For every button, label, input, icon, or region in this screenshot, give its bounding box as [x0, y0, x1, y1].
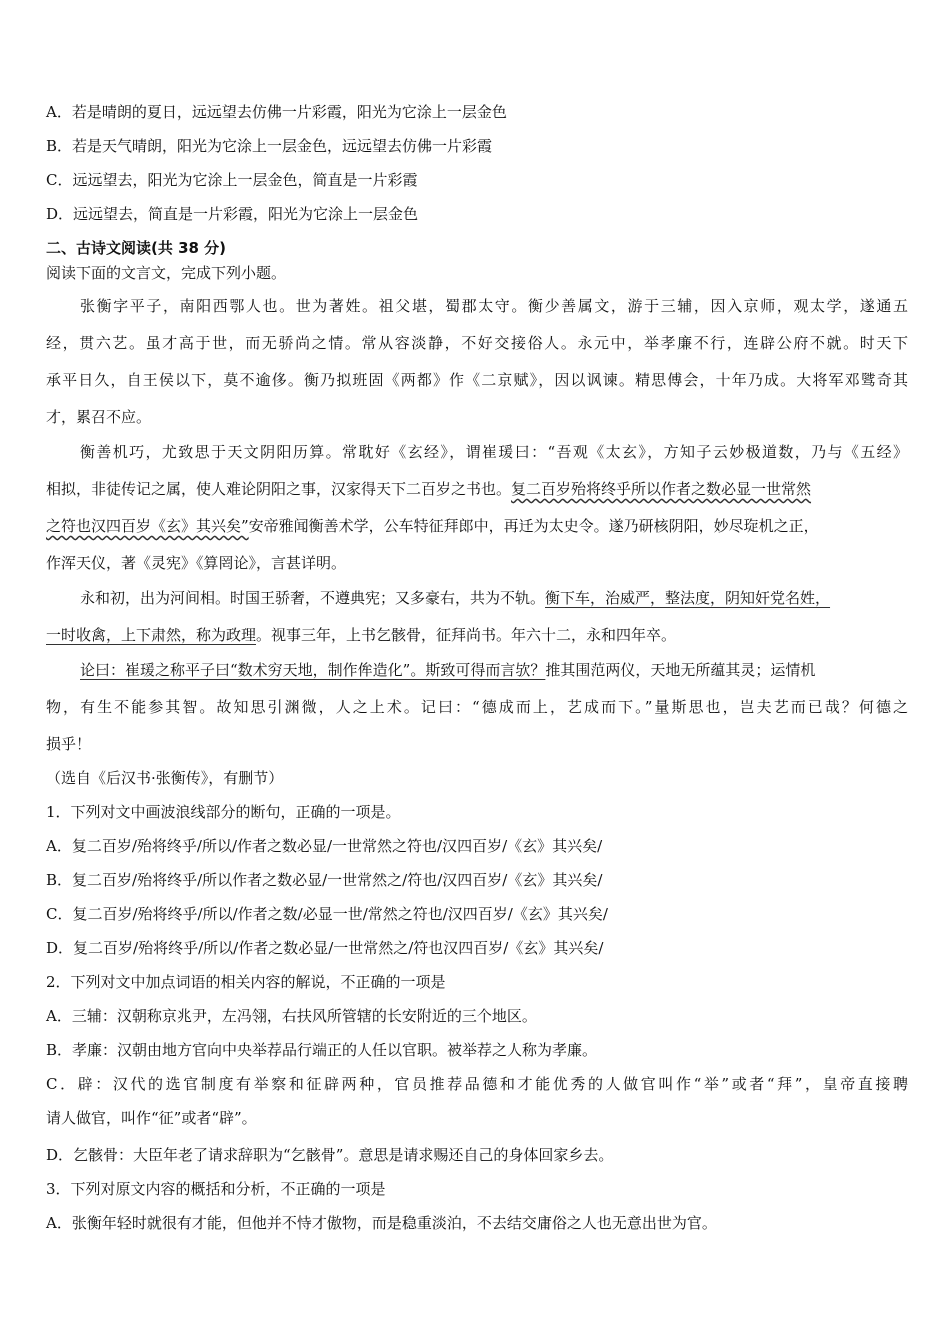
passage-p3-line1-text: 永和初，出为河间相。时国王骄奢，不遵典宪；又多豪右，共为不轨。	[80, 589, 546, 607]
passage-p4-line1-text: 推其围范两仪，天地无所蕴其灵；运情机	[545, 661, 816, 679]
q1-stem: 1．下列对文中画波浪线部分的断句，正确的一项是。	[46, 803, 401, 821]
passage-p2-line4: 作浑天仪，著《灵宪》《算罔论》，言甚详明。	[46, 554, 347, 572]
q2-option-c-line2: 请人做官，叫作“征”或者“辟”。	[46, 1109, 257, 1127]
passage-p2-line3	[46, 516, 908, 536]
passage-p1-line1: 张衡字平子，南阳西鄂人也。世为著姓。祖父堪，蜀郡太守。衡少善属文，游于三辅，因入京师，观太学，遂通五	[80, 297, 908, 315]
option-top-d: D．远远望去，简直是一片彩霞，阳光为它涂上一层金色	[46, 205, 419, 223]
q3-stem: 3．下列对原文内容的概括和分析，不正确的一项是	[46, 1180, 386, 1198]
underlined-segment-end: 一时收禽，上下肃然，称为政理	[46, 626, 257, 644]
underlined-segment: 衡下车，治威严，整法度，阴知奸党名姓，	[545, 589, 831, 607]
section-title: 二、古诗文阅读(共 38 分)	[46, 239, 227, 257]
passage-p2-line2-text: 相拟，非徒传记之属，使人难论阴阳之事，汉家得天下二百岁之书也。	[46, 480, 512, 498]
q1-option-d: D．复二百岁/殆将终乎/所以/作者之数必显/一世常然之/符也汉四百岁/《玄》其兴矣/	[46, 939, 604, 957]
passage-p2-line3-text: 安帝雅闻衡善术学，公车特征拜郎中，再迁为太史令。遂乃研核阴阳，妙尽琁机之正，	[248, 517, 819, 535]
option-top-a: A．若是晴朗的夏日，远远望去仿佛一片彩霞，阳光为它涂上一层金色	[46, 103, 507, 121]
option-top-b: B．若是天气晴朗，阳光为它涂上一层金色，远远望去仿佛一片彩霞	[46, 137, 493, 155]
passage-p3-line1	[80, 588, 908, 608]
underlined-commentary: 论曰：崔瑗之称平子曰“数术穷天地，制作侔造化”。斯致可得而言欤？	[80, 661, 546, 679]
q2-option-a: A．三辅：汉朝称京兆尹，左冯翎，右扶风所管辖的长安附近的三个地区。	[46, 1007, 537, 1025]
q1-option-a: A．复二百岁/殆将终乎/所以/作者之数必显/一世常然之符也/汉四百岁/《玄》其兴矣/	[46, 837, 603, 855]
q2-option-b: B．孝廉：汉朝由地方官向中央举荐品行端正的人任以官职。被举荐之人称为孝廉。	[46, 1041, 598, 1059]
option-top-c: C．远远望去，阳光为它涂上一层金色，简直是一片彩霞	[46, 171, 418, 189]
passage-p4-line3: 损乎！	[46, 735, 92, 753]
passage-source: （选自《后汉书·张衡传》，有删节）	[46, 769, 284, 787]
passage-p3-line2-text: 。视事三年，上书乞骸骨，征拜尚书。年六十二，永和四年卒。	[256, 626, 677, 644]
passage-p2-line1: 衡善机巧，尤致思于天文阴阳历算。常耽好《玄经》，谓崔瑗曰：“吾观《太玄》，方知子云妙极道数，乃与《五经》	[80, 443, 908, 461]
section-instruction: 阅读下面的文言文，完成下列小题。	[46, 264, 287, 282]
passage-p4-line1	[80, 660, 908, 680]
q2-option-c-line1: C．辟：汉代的选官制度有举察和征辟两种，官员推荐品德和才能优秀的人做官叫作“举”或者“拜”，皇帝直接聘	[46, 1075, 908, 1093]
passage-p1-line4: 才，累召不应。	[46, 408, 152, 426]
q1-option-c: C．复二百岁/殆将终乎/所以/作者之数/必显一世/常然之符也/汉四百岁/《玄》其兴矣/	[46, 905, 608, 923]
wavy-underlined-segment: 复二百岁殆将终乎所以作者之数必显一世常然	[511, 480, 812, 498]
passage-p2-line2	[46, 479, 908, 499]
passage-p4-line2: 物，有生不能参其智。故知思引渊微，人之上术。记曰：“德成而上，艺成而下。”量斯思也，岂夫艺而已哉？何德之	[46, 698, 908, 716]
q2-stem: 2．下列对文中加点词语的相关内容的解说，不正确的一项是	[46, 973, 446, 991]
passage-p1-line3: 承平日久，自王侯以下，莫不逾侈。衡乃拟班固《两都》作《二京赋》，因以讽谏。精思傅会，十年乃成。大将军邓骘奇其	[46, 371, 908, 389]
passage-p3-line2	[46, 625, 908, 645]
q3-option-a: A．张衡年轻时就很有才能，但他并不恃才傲物，而是稳重淡泊，不去结交庸俗之人也无意出世为官。	[46, 1214, 717, 1232]
q2-option-d: D．乞骸骨：大臣年老了请求辞职为“乞骸骨”。意思是请求赐还自己的身体回家乡去。	[46, 1146, 614, 1164]
q1-option-b: B．复二百岁/殆将终乎/所以作者之数必显/一世常然之/符也/汉四百岁/《玄》其兴矣/	[46, 871, 603, 889]
wavy-underlined-segment-end: 之符也汉四百岁《玄》其兴矣”	[46, 517, 249, 535]
passage-p1-line2: 经，贯六艺。虽才高于世，而无骄尚之情。常从容淡静，不好交接俗人。永元中，举孝廉不行，连辟公府不就。时天下	[46, 334, 908, 352]
